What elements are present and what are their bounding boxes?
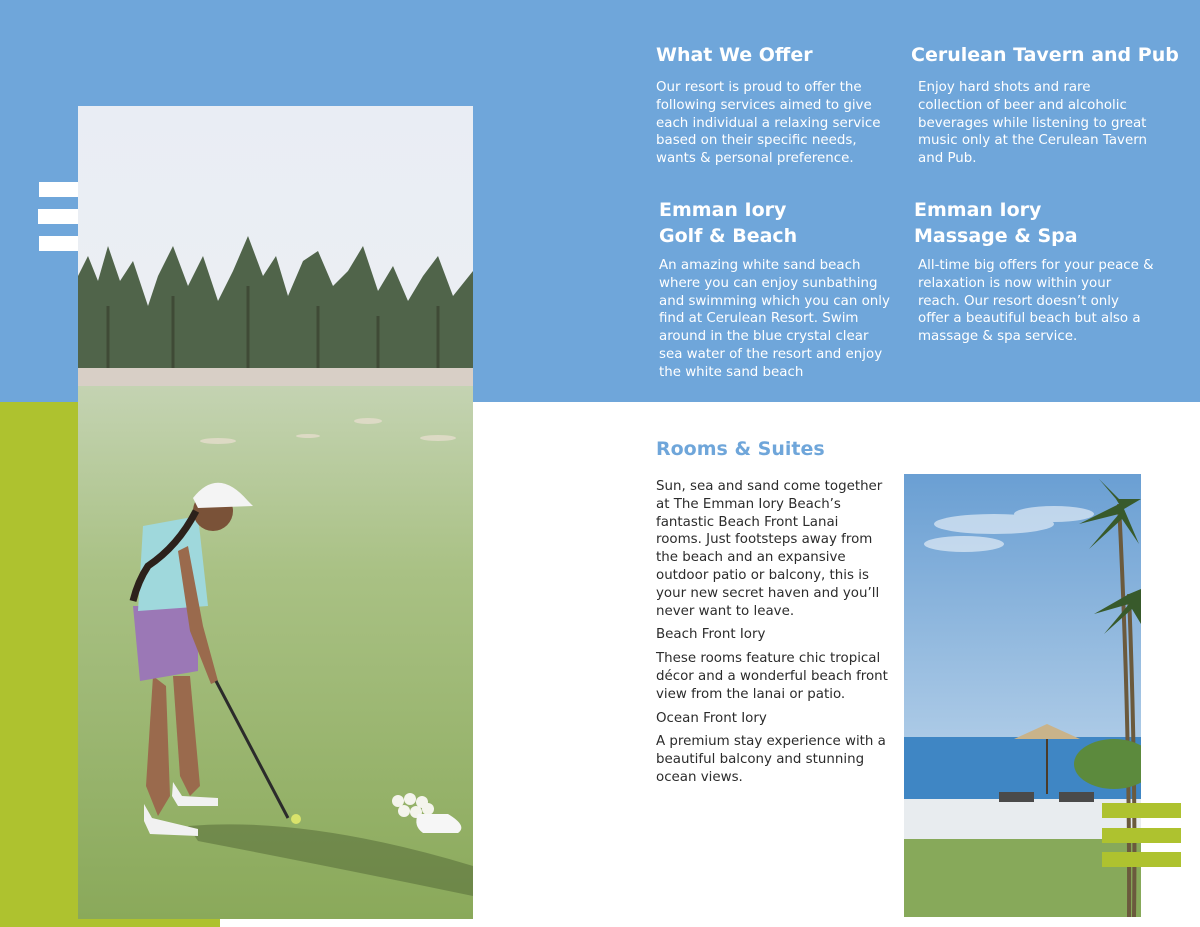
decorative-bar <box>1102 852 1181 867</box>
rooms-heading: Rooms & Suites <box>656 438 825 460</box>
tavern-heading: Cerulean Tavern and Pub <box>911 44 1179 66</box>
decorative-bar <box>1102 828 1181 843</box>
golf-heading-line2: Golf & Beach <box>659 225 798 247</box>
offer-heading: What We Offer <box>656 44 813 66</box>
rooms-content <box>656 478 888 793</box>
beach-front-body: These rooms feature chic tropical décor and a wonderful beach front view from the lanai or patio. <box>656 651 888 702</box>
rooms-intro: Sun, sea and sand come together at The Emman Iory Beach’s fantastic Beach Front Lanai rooms. Just footsteps away from the beach and an expansive outdoor patio or balcony, this is your new secret haven and you’ll never want to leave. <box>656 479 883 619</box>
ocean-front-title: Ocean Front Iory <box>656 710 767 726</box>
decorative-bar <box>1102 803 1181 818</box>
spa-heading-line1: Emman Iory <box>914 199 1042 221</box>
golf-photo <box>78 106 473 919</box>
beach-front-title: Beach Front Iory <box>656 627 766 643</box>
green-accent-panel <box>0 402 78 927</box>
spa-heading-line2: Massage & Spa <box>914 225 1078 247</box>
green-accent-strip <box>78 919 220 927</box>
ocean-front-body: A premium stay experience with a beautiful balcony and stunning ocean views. <box>656 734 886 785</box>
golf-heading-line1: Emman Iory <box>659 199 787 221</box>
offer-body: Our resort is proud to offer the following services aimed to give each individual a relaxing service based on their specific needs, wants & personal preference. <box>656 80 881 167</box>
tavern-body: Enjoy hard shots and rare collection of beer and alcoholic beverages while listening to great music only at the Cerulean Tavern and Pub. <box>918 80 1147 167</box>
spa-body: All-time big offers for your peace & relaxation is now within your reach. Our resort doesn’t only offer a beautiful beach but also a massage & spa service. <box>918 258 1154 345</box>
golf-body: An amazing white sand beach where you can enjoy sunbathing and swimming which you can only find at Cerulean Resort. Swim around in the blue crystal clear sea water of the resort and enjoy the white sand beach <box>659 258 890 380</box>
golf-heading <box>659 197 889 249</box>
spa-heading <box>914 197 1154 249</box>
resort-photo <box>904 474 1141 917</box>
